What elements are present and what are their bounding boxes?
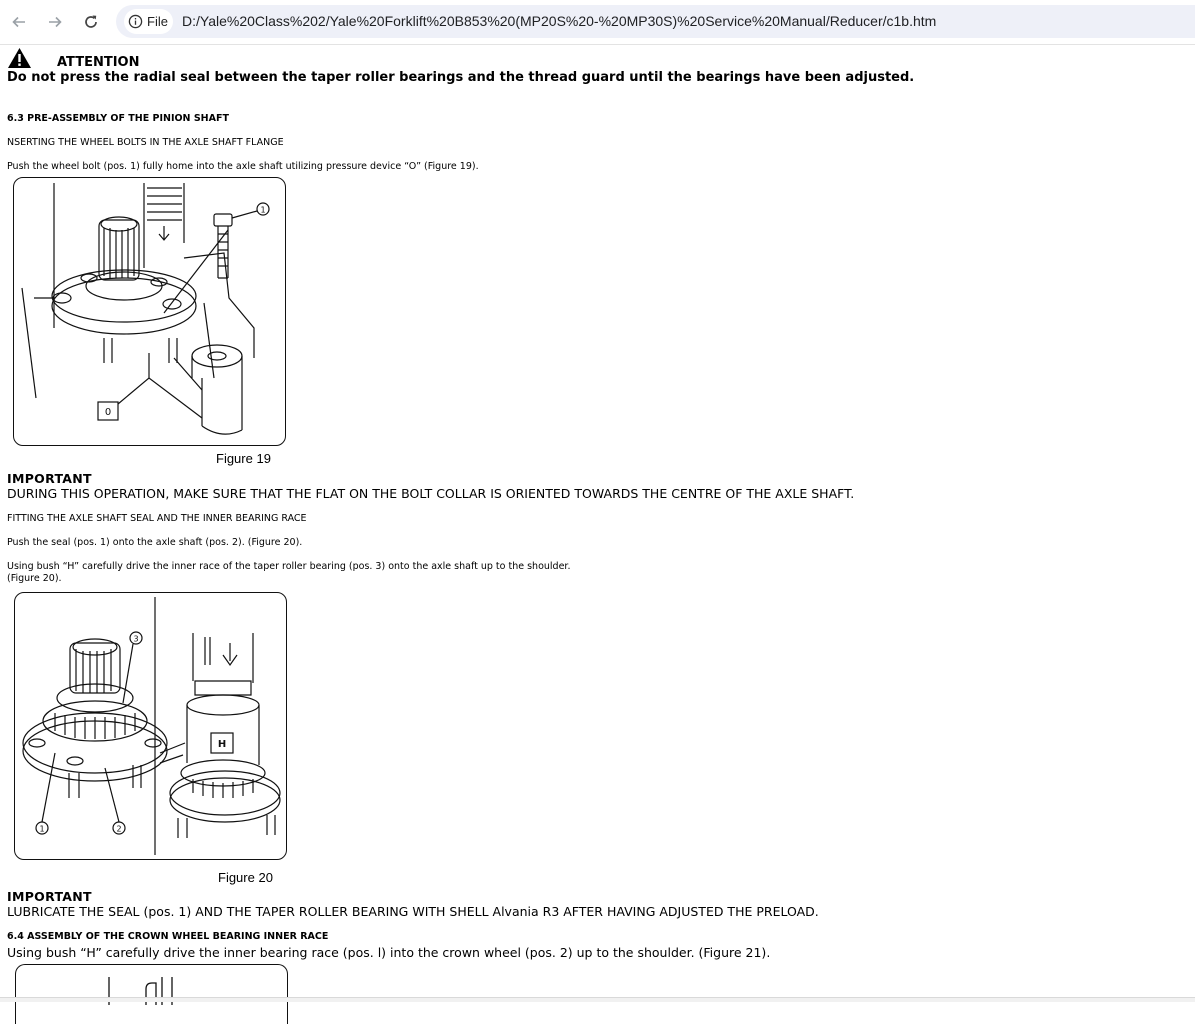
reload-button[interactable]	[79, 10, 103, 34]
seal-section-subheading: FITTING THE AXLE SHAFT SEAL AND THE INNER BEARING RACE	[7, 513, 307, 524]
seal-instruction-2-line1: Using bush “H” carefully drive the inner race of the taper roller bearing (pos. 3) onto the axle shaft up to the shoulder.	[7, 561, 571, 572]
info-icon	[128, 14, 143, 29]
figure-19-caption: Figure 19	[216, 451, 271, 466]
svg-text:0: 0	[104, 407, 112, 418]
page-content	[0, 45, 1195, 1001]
section-6-3-subheading: NSERTING THE WHEEL BOLTS IN THE AXLE SHAFT FLANGE	[7, 137, 284, 148]
forward-arrow-icon	[47, 14, 63, 30]
figure-19-image	[13, 177, 286, 446]
warning-triangle-icon	[7, 47, 32, 69]
seal-instruction-2-line2: (Figure 20).	[7, 573, 62, 584]
back-arrow-icon	[11, 14, 27, 30]
section-6-3-instruction: Push the wheel bolt (pos. 1) fully home into the axle shaft utilizing pressure device “O” (Figure 19).	[7, 161, 479, 172]
section-6-3-heading: 6.3 PRE-ASSEMBLY OF THE PINION SHAFT	[7, 113, 229, 124]
svg-text:H: H	[217, 739, 227, 750]
browser-toolbar	[0, 0, 1195, 45]
important-2-label: IMPORTANT	[7, 889, 92, 904]
svg-text:1: 1	[260, 205, 266, 215]
window-bottom-edge	[0, 997, 1195, 1002]
attention-text: Do not press the radial seal between the taper roller bearings and the thread guard until the bearings have been adjusted.	[7, 70, 915, 85]
figure-21-image	[15, 964, 288, 1024]
important-1-label: IMPORTANT	[7, 471, 92, 486]
figure-20-image	[14, 592, 287, 860]
forward-button[interactable]	[43, 10, 67, 34]
important-2-text: LUBRICATE THE SEAL (pos. 1) AND THE TAPER ROLLER BEARING WITH SHELL Alvania R3 AFTER HAVING ADJUSTED THE PRELOAD.	[7, 904, 819, 919]
seal-instruction-1: Push the seal (pos. 1) onto the axle shaft (pos. 2). (Figure 20).	[7, 537, 303, 548]
svg-text:3: 3	[133, 634, 139, 644]
section-6-4-instruction: Using bush “H” carefully drive the inner bearing race (pos. l) into the crown wheel (pos. 2) up to the shoulder. (Figure 21).	[7, 945, 771, 960]
important-1-text: DURING THIS OPERATION, MAKE SURE THAT THE FLAT ON THE BOLT COLLAR IS ORIENTED TOWARDS THE CENTRE OF THE AXLE SHAFT.	[7, 486, 855, 501]
svg-text:1: 1	[39, 824, 45, 834]
figure-20-caption: Figure 20	[218, 870, 273, 885]
file-label: File	[147, 14, 168, 29]
url-text[interactable]: D:/Yale%20Class%202/Yale%20Forklift%20B853%20(MP20S%20-%20MP30S)%20Service%20Manual/Reducer/c1b.htm	[182, 13, 937, 29]
reload-icon	[83, 14, 99, 30]
back-button[interactable]	[7, 10, 31, 34]
section-6-4-heading: 6.4 ASSEMBLY OF THE CROWN WHEEL BEARING INNER RACE	[7, 931, 329, 942]
svg-text:2: 2	[116, 824, 122, 834]
site-info-chip[interactable]	[124, 9, 173, 34]
attention-title: ATTENTION	[57, 55, 140, 70]
